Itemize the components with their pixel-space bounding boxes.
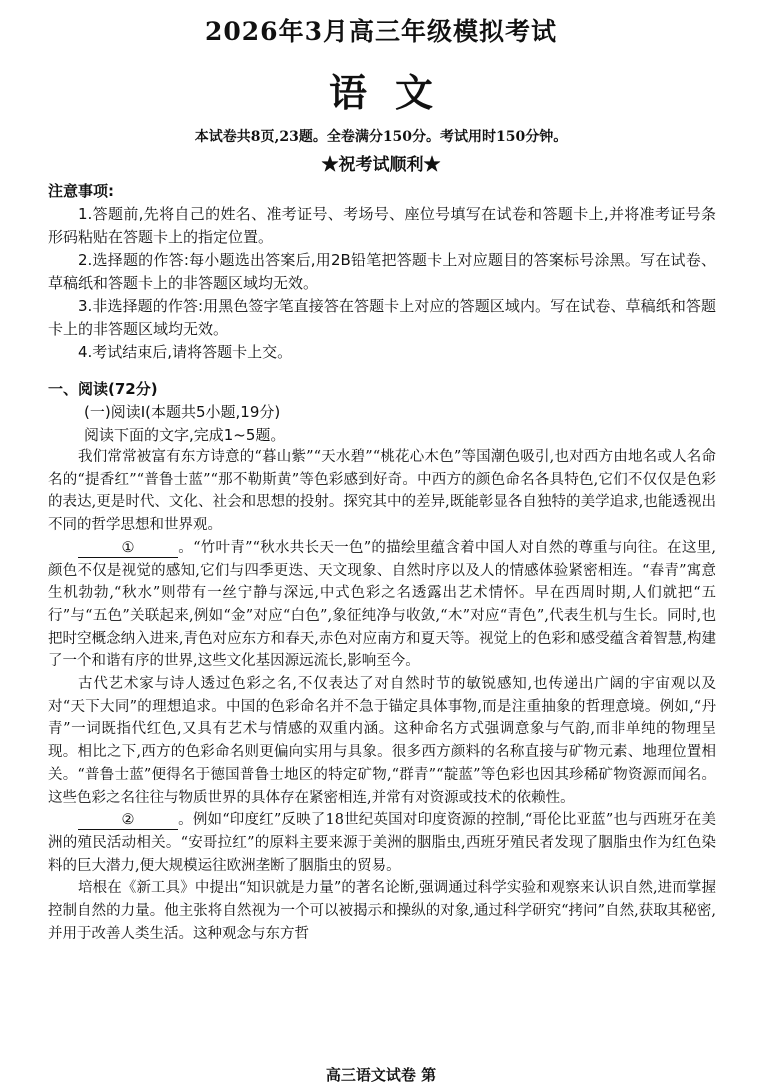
reading-passage (48, 446, 716, 945)
paragraph-4-text: 。例如“印度红”反映了18世纪英国对印度资源的控制,“哥伦比亚蓝”也与西班牙在美洲的殖民活动相关。“安哥拉红”的原料主要来源于美洲的胭脂虫,西班牙殖民者发现了胭脂虫作为红色染料的巨大潜力,便大规模运往欧洲垄断了胭脂虫的贸易。 (48, 812, 716, 874)
passage-paragraph-3: 古代艺术家与诗人透过色彩之名,不仅表达了对自然时节的敏锐感知,也传递出广阔的宇宙观以及对“天下大同”的理想追求。中国的色彩命名并不急于锚定具体事物,而是注重抽象的哲理意境。例如,“丹青”一词既指代红色,又具有艺术与情感的双重内涵。这种命名方式强调意象与气韵,而非单纯的物理呈现。相比之下,西方的色彩命名则更偏向实用与具象。很多西方颜料的名称直接与矿物元素、地理位置相关。“普鲁士蓝”便得名于德国普鲁士地区的特定矿物,“群青”“靛蓝”等色彩也因其珍稀矿物资源而闻名。这些色彩之名往往与物质世界的具体存在紧密相连,并常有对资源或技术的依赖性。 (48, 676, 716, 806)
passage-paragraph-1: 我们常常被富有东方诗意的“暮山紫”“天水碧”“桃花心木色”等国潮色吸引,也对西方由地名或人名命名的“提香红”“普鲁士蓝”“那不勒斯黄”等色彩感到好奇。中西方的颜色命名各具特色,它们不仅仅是色彩的表达,更是时代、文化、社会和思想的投射。探究其中的差异,既能彰显各自独特的美学追求,也能透视出不同的哲学思想和世界观。 (48, 449, 716, 534)
note-item: 3.非选择题的作答:用黑色签字笔直接答在答题卡上对应的答题区域内。写在试卷、草稿纸和答题卡上的非答题区域均无效。 (48, 297, 716, 338)
note-item: 4.考试结束后,请将答题卡上交。 (78, 343, 293, 361)
page-footer: 高三语文试卷 第 (325, 1066, 437, 1084)
exam-title: 2026年3月高三年级模拟考试 (205, 17, 557, 46)
note-item: 2.选择题的作答:每小题选出答案后,用2B铅笔把答题卡上对应题目的答案标号涂黑。写在试卷、草稿纸和答题卡上的非答题区域均无效。 (48, 251, 716, 292)
paragraph-2-text: 。“竹叶青”“秋水共长天一色”的描绘里蕴含着中国人对自然的尊重与向往。在这里,颜色不仅是视觉的感知,它们与四季更迭、天文现象、自然时序以及人的情感体验紧密相连。“春青”寓意生机勃勃,“秋水”则带有一丝宁静与深远,中式色彩之名透露出艺术情怀。早在西周时期,人们就把“五行”与“五色”关联起来,例如“金”对应“白色”,象征纯净与收敛,“木”对应“青色”,代表生机与生长。同时,也把时空概念纳入进来,青色对应东方和春天,赤色对应南方和夏天等。视觉上的色彩和感受蕴含着智慧,构建了一个和谐有序的世界,这些文化基因源远流长,影响至今。 (48, 539, 716, 670)
exam-info: 本试卷共8页,23题。全卷满分150分。考试用时150分钟。 (194, 129, 568, 145)
subject-title: 语文 (328, 70, 461, 115)
passage-paragraph-5: 培根在《新工具》中提出“知识就是力量”的著名论断,强调通过科学实验和观察来认识自然,进而掌握控制自然的力量。他主张将自然视为一个可以被揭示和操纵的对象,通过科学研究“拷问”自然,获取其秘密,并用于改善人类生活。这种观念与东方哲 (48, 880, 716, 942)
passage-paragraph-4 (48, 809, 716, 877)
notes-list (48, 203, 716, 364)
section-heading: 一、阅读(72分) (48, 380, 158, 398)
blank-1: ① (78, 539, 178, 558)
notes-heading: 注意事项: (48, 182, 114, 200)
section-subheading: (一)阅读Ⅰ(本题共5小题,19分) (84, 403, 281, 421)
passage-paragraph-2 (48, 537, 716, 673)
good-luck-banner: ★祝考试顺利★ (321, 155, 441, 175)
blank-2: ② (78, 811, 178, 830)
reading-instruction: 阅读下面的文字,完成1~5题。 (84, 426, 286, 444)
note-item: 1.答题前,先将自己的姓名、准考证号、考场号、座位号填写在试卷和答题卡上,并将准考证号条形码粘贴在答题卡上的指定位置。 (48, 205, 716, 246)
